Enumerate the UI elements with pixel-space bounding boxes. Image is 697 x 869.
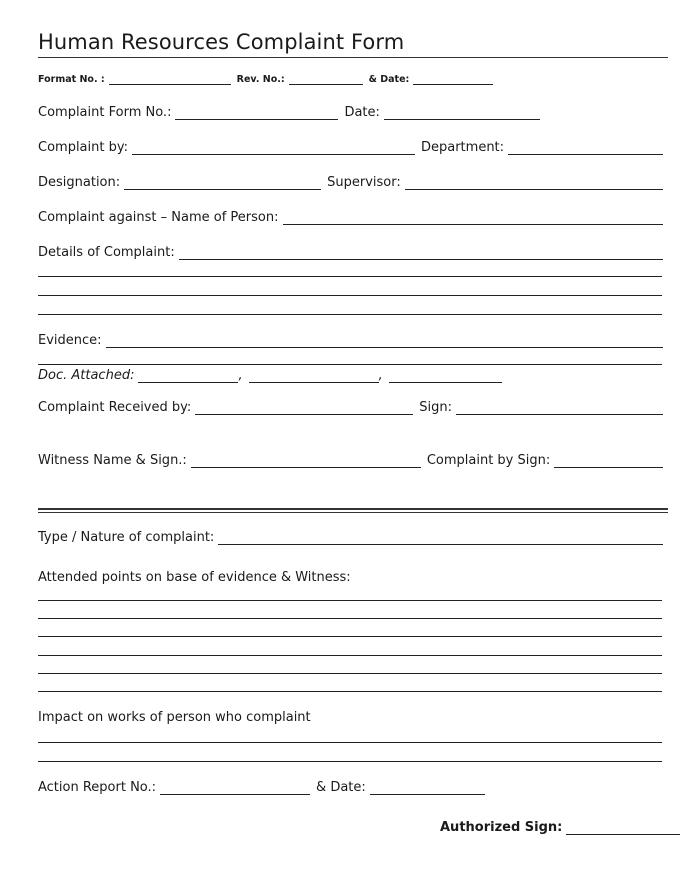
action-date-field[interactable] [370,782,485,795]
supervisor-label: Supervisor: [327,175,401,190]
doc-attached-row [38,368,502,383]
impact-label: Impact on works of person who complaint [38,710,311,725]
complaint-by-sign-label: Complaint by Sign: [426,453,551,468]
supervisor-field[interactable] [405,177,663,190]
department-label: Department: [420,140,505,155]
witness-label: Witness Name & Sign.: [38,453,187,468]
evidence-label: Evidence: [38,333,102,348]
date-label: Date: [344,105,380,120]
impact-row [38,710,663,725]
title-underline [38,57,668,58]
type-nature-label: Type / Nature of complaint: [38,530,215,545]
complaint-form-no-label: Complaint Form No.: [38,105,172,120]
sign-field[interactable] [456,402,663,415]
attended-points-line[interactable] [38,691,662,692]
complaint-against-row [38,210,663,225]
evidence-field[interactable] [106,335,663,348]
attended-points-row [38,570,663,585]
type-nature-field[interactable] [218,532,663,545]
doc-attached-field-3[interactable] [389,370,502,383]
sign-label: Sign: [419,400,453,415]
comma-separator: , [378,368,383,383]
complaint-by-row [38,140,663,155]
doc-attached-field-1[interactable] [138,370,238,383]
action-report-label: Action Report No.: [38,780,157,795]
attended-points-line[interactable] [38,673,662,674]
form-title: Human Resources Complaint Form [38,30,405,54]
impact-line[interactable] [38,742,662,743]
section-divider [38,508,668,510]
complaint-by-sign-field[interactable] [554,455,663,468]
details-line[interactable] [38,276,662,277]
complaint-against-label: Complaint against – Name of Person: [38,210,279,225]
details-row [38,245,663,260]
complaint-by-label: Complaint by: [38,140,128,155]
format-no-label: Format No. : [38,74,105,85]
attended-points-line[interactable] [38,618,662,619]
date-field[interactable] [384,107,540,120]
action-report-field[interactable] [160,782,310,795]
comma-separator: , [238,368,243,383]
authorized-sign-field[interactable] [566,822,680,835]
received-by-field[interactable] [195,402,413,415]
rev-date-field[interactable] [413,72,493,85]
action-report-row [38,780,485,795]
designation-label: Designation: [38,175,121,190]
details-line[interactable] [38,314,662,315]
attended-points-line[interactable] [38,600,662,601]
action-date-label: & Date: [316,780,366,795]
received-by-row [38,400,663,415]
witness-field[interactable] [191,455,421,468]
format-no-field[interactable] [109,72,231,85]
attended-points-line[interactable] [38,636,662,637]
doc-attached-label: Doc. Attached: [38,368,135,383]
attended-points-label: Attended points on base of evidence & Witness: [38,570,351,585]
received-by-label: Complaint Received by: [38,400,192,415]
details-field[interactable] [179,247,663,260]
evidence-line[interactable] [38,364,662,365]
complaint-form-no-row [38,105,540,120]
rev-no-label: Rev. No.: [236,74,285,85]
authorized-sign-label: Authorized Sign: [440,820,563,835]
type-nature-row [38,530,663,545]
complaint-by-field[interactable] [132,142,415,155]
evidence-row [38,333,663,348]
department-field[interactable] [508,142,663,155]
doc-attached-field-2[interactable] [249,370,379,383]
witness-row [38,453,663,468]
complaint-against-field[interactable] [283,212,664,225]
designation-field[interactable] [124,177,321,190]
details-label: Details of Complaint: [38,245,175,260]
authorized-sign-row [440,820,680,835]
section-divider [38,512,668,513]
attended-points-line[interactable] [38,655,662,656]
designation-row [38,175,663,190]
impact-line[interactable] [38,761,662,762]
complaint-form-no-field[interactable] [175,107,338,120]
rev-no-field[interactable] [289,72,363,85]
details-line[interactable] [38,295,662,296]
format-row [38,72,493,85]
rev-date-label: & Date: [368,74,410,85]
